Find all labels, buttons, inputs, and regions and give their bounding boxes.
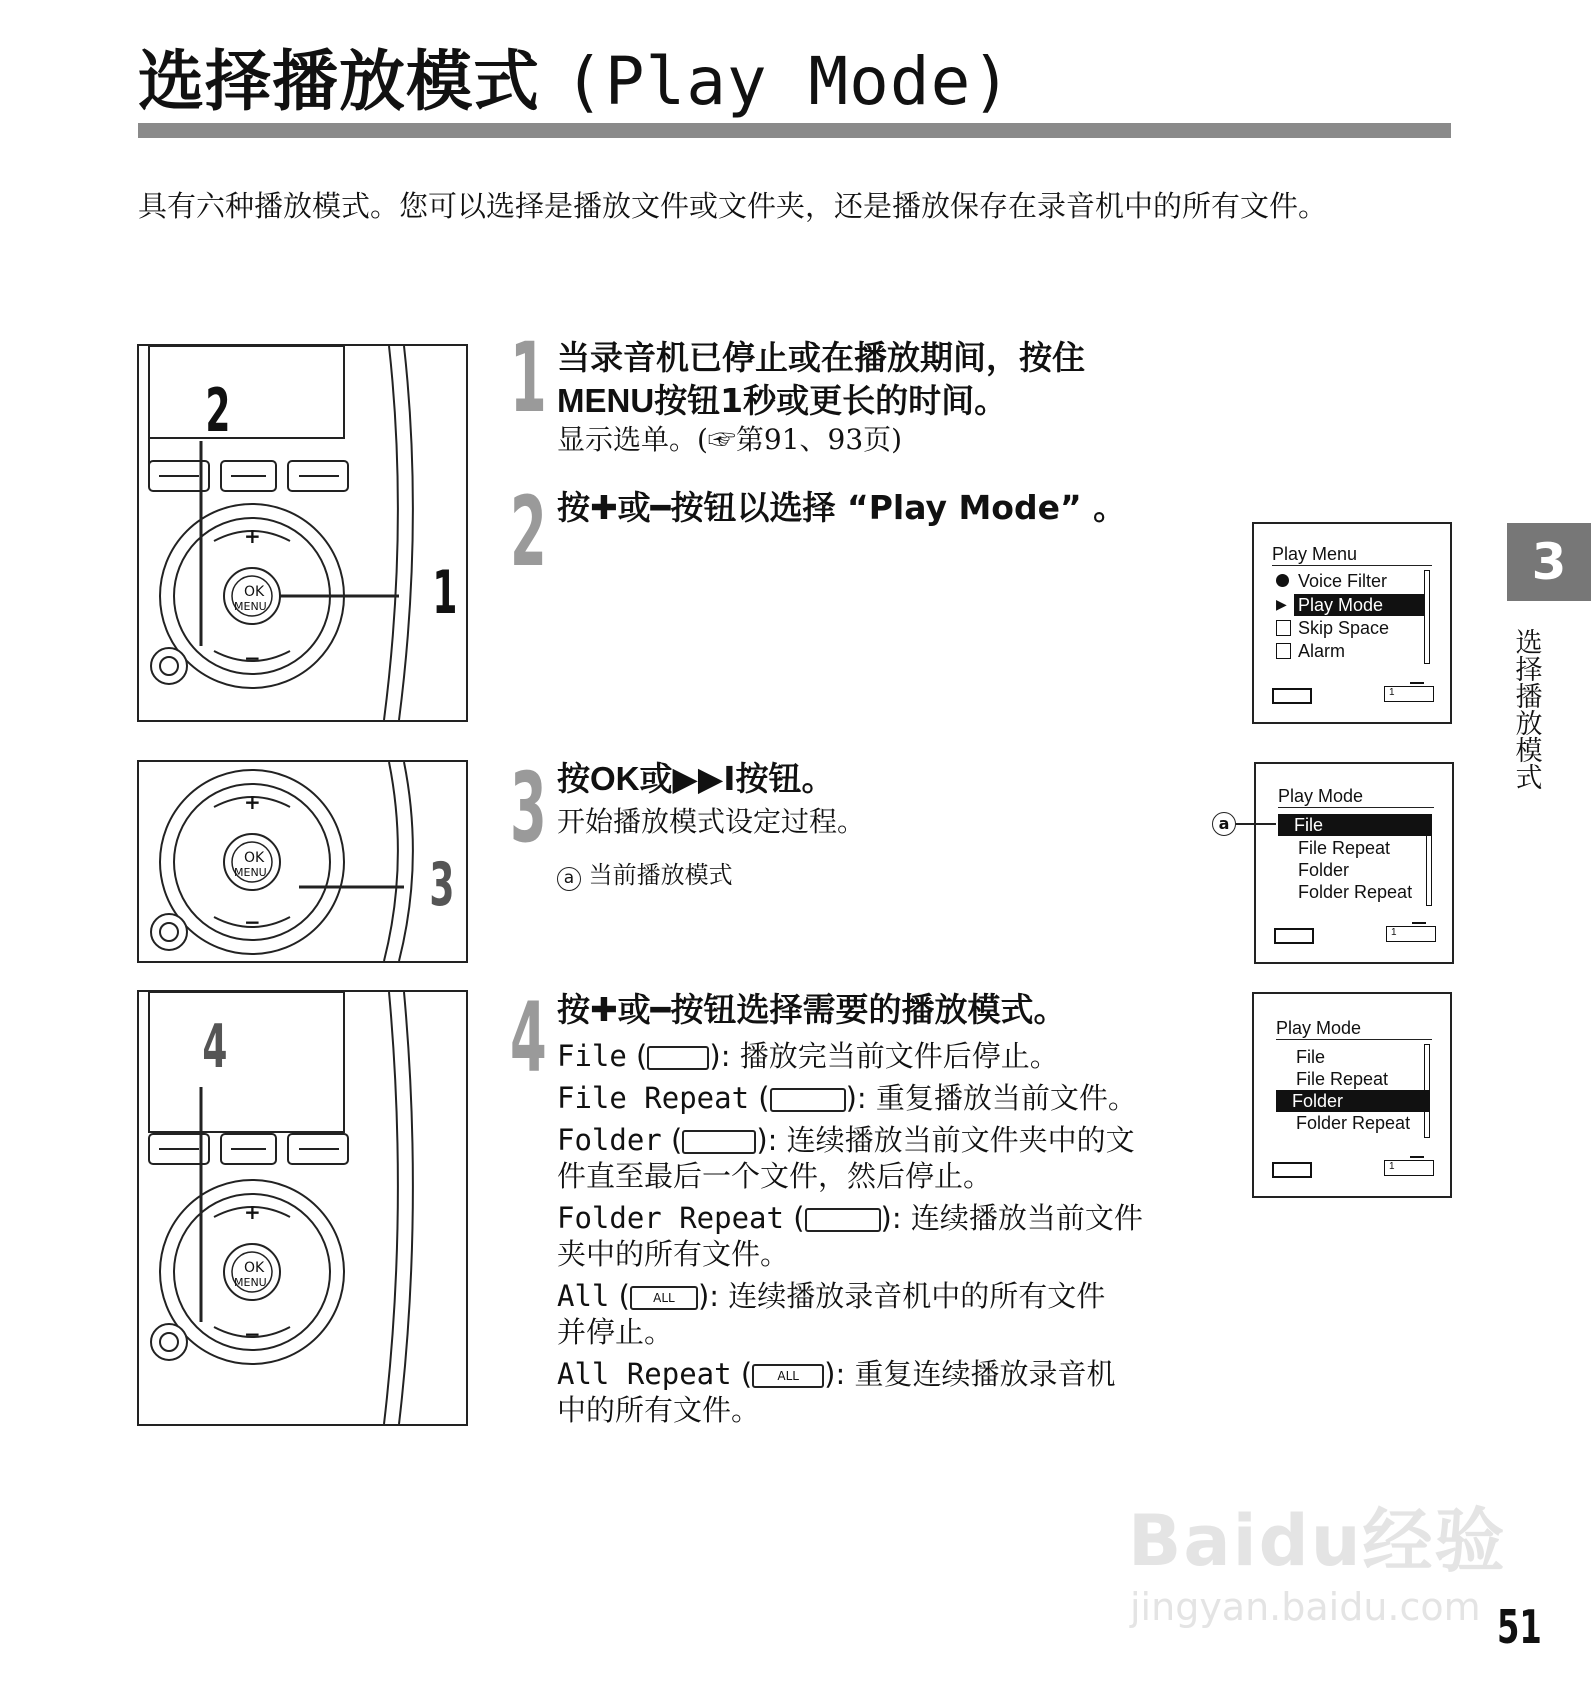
screen-item: File — [1296, 1047, 1326, 1067]
mode-all-repeat: All Repeat ( ALL ): 重复连续播放录音机 — [557, 1357, 1116, 1391]
step-2-text-a: 按 — [557, 488, 590, 527]
voice-filter-icon — [1276, 574, 1289, 587]
chapter-label-vertical: 选择播放模式 — [1515, 628, 1543, 794]
scrollbar — [1426, 814, 1432, 906]
mode-name: All — [557, 1279, 610, 1313]
menu-button-label: MENU — [557, 382, 655, 419]
mic-sensitivity-icon — [1412, 906, 1426, 924]
screen-item: Folder — [1298, 860, 1350, 880]
step-2-text-b: 或 — [617, 488, 651, 527]
screen-item-selected: Folder — [1276, 1090, 1430, 1112]
device-illustration-1 — [139, 346, 466, 720]
step-4-head — [557, 989, 1067, 1031]
play-icon: ▶ — [1276, 596, 1287, 612]
callout-2: 2 — [205, 376, 231, 446]
chapter-tab: 3 — [1507, 523, 1591, 601]
callout-a-marker: a — [557, 867, 581, 891]
callout-a: a — [1212, 812, 1236, 836]
mode-name: File Repeat — [557, 1081, 750, 1115]
step-1-number: 1 — [510, 322, 547, 434]
minus-label: − — [244, 910, 261, 934]
mic-sensitivity-icon — [1410, 1140, 1424, 1158]
mode-desc-1: 连续播放当前文件 — [910, 1201, 1143, 1235]
lcd-screen-play-mode-file — [1254, 762, 1454, 964]
page-title-en: (Play Mode) — [563, 43, 1013, 120]
page-number: 51 — [1497, 1600, 1542, 1654]
callout-a-line — [1236, 823, 1276, 825]
step-3-note — [557, 855, 733, 891]
plus-label: + — [244, 790, 261, 814]
file-icon — [647, 1046, 709, 1070]
callout-4: 4 — [202, 1012, 228, 1082]
watermark-brand: Baidu经验 — [1128, 1500, 1507, 1582]
minus-icon: ━ — [650, 488, 671, 527]
all-icon: ALL — [630, 1286, 698, 1310]
folder-icon — [682, 1130, 756, 1154]
mode-folder: Folder ( ): 连续播放当前文件夹中的文 — [557, 1123, 1135, 1157]
battery-icon — [1272, 1162, 1312, 1178]
scrollbar — [1424, 570, 1430, 664]
step-4-text-a: 按 — [557, 990, 590, 1029]
battery-icon — [1272, 688, 1312, 704]
mode-desc-1: 重复连续播放录音机 — [854, 1357, 1116, 1391]
page-title — [138, 42, 1012, 122]
screen-item-selected: Play Mode — [1294, 594, 1424, 616]
file-repeat-icon — [770, 1088, 846, 1112]
step-4-text-b: 或 — [617, 990, 651, 1029]
step-2-text-c: 按钮以选择 “Play Mode” 。 — [670, 488, 1127, 527]
step-3-text-c: 按钮。 — [735, 759, 835, 798]
mode-file-repeat: File Repeat ( ): 重复播放当前文件。 — [557, 1081, 1137, 1115]
mode-folder-repeat-desc-2: 夹中的所有文件。 — [557, 1237, 790, 1271]
folder-repeat-icon — [805, 1208, 881, 1232]
mode-name: All Repeat — [557, 1357, 732, 1391]
mode-desc-1: 连续播放录音机中的所有文件 — [728, 1279, 1106, 1313]
device-figure-1 — [137, 344, 468, 722]
mic-sensitivity-icon — [1410, 666, 1424, 684]
minus-icon: ━ — [650, 990, 671, 1029]
page-title-cn: 选择播放模式 — [138, 43, 540, 120]
screen-item: Folder Repeat — [1298, 882, 1413, 902]
step-2-number: 2 — [510, 476, 547, 588]
screen-header: Play Mode — [1276, 1018, 1432, 1040]
screen-item: File Repeat — [1296, 1069, 1389, 1089]
screen-header: Play Mode — [1278, 786, 1434, 808]
step-1-head-line2-rest: 按钮1秒或更长的时间。 — [654, 381, 1008, 420]
plus-label: + — [244, 1200, 261, 1224]
screen-item: Folder Repeat — [1296, 1113, 1411, 1133]
mode-name: Folder — [557, 1123, 662, 1157]
mode-folder-desc-2: 件直至最后一个文件，然后停止。 — [557, 1159, 993, 1193]
mode-all-repeat-desc-2: 中的所有文件。 — [557, 1393, 761, 1427]
scrollbar — [1424, 1044, 1430, 1138]
step-2-head — [557, 487, 1126, 529]
step-3-text-b: 或 — [639, 759, 673, 798]
step-1-head-line2 — [557, 380, 1007, 422]
step-4-number: 4 — [510, 982, 547, 1094]
device-figure-3 — [137, 760, 468, 963]
battery-icon — [1274, 928, 1314, 944]
step-3-number: 3 — [510, 752, 547, 864]
menu-label: MENU — [234, 600, 267, 613]
ok-label: OK — [244, 850, 265, 866]
step-1-head-line1: 当录音机已停止或在播放期间，按住 — [557, 338, 1085, 377]
step-4-text-c: 按钮选择需要的播放模式。 — [670, 990, 1067, 1029]
menu-label: MENU — [234, 1276, 267, 1289]
minus-label: − — [244, 1322, 261, 1346]
plus-label: + — [244, 524, 261, 548]
callout-3: 3 — [429, 850, 455, 920]
screen-item: Voice Filter — [1298, 571, 1388, 591]
file-number-box: 1 — [1386, 926, 1436, 942]
screen-item-selected: File — [1278, 814, 1432, 836]
menu-label: MENU — [234, 866, 267, 879]
mode-all: All ( ALL ): 连续播放录音机中的所有文件 — [557, 1279, 1106, 1313]
plus-icon: ✚ — [590, 488, 618, 527]
step-3-head — [557, 758, 835, 800]
all-repeat-icon: ALL — [752, 1364, 824, 1388]
step-3-text-a: 按 — [557, 759, 590, 798]
mode-file: File ( ): 播放完当前文件后停止。 — [557, 1039, 1059, 1073]
screen-item: File Repeat — [1298, 838, 1391, 858]
device-illustration-3 — [139, 762, 466, 961]
step-3-sub: 开始播放模式设定过程。 — [557, 805, 866, 838]
skip-space-icon — [1276, 620, 1291, 636]
step-3-note-text: 当前播放模式 — [588, 861, 733, 889]
mode-desc: 重复播放当前文件。 — [875, 1081, 1137, 1115]
plus-icon: ✚ — [590, 990, 618, 1029]
watermark-url: jingyan.baidu.com — [1130, 1585, 1481, 1629]
minus-label: − — [244, 646, 261, 670]
step-1-sub: 显示选单。(☞第91、93页) — [557, 423, 903, 456]
ok-label: OK — [244, 1260, 265, 1276]
callout-1: 1 — [432, 558, 458, 628]
mode-desc: 播放完当前文件后停止。 — [739, 1039, 1059, 1073]
mode-name: File — [557, 1039, 627, 1073]
intro-text: 具有六种播放模式。您可以选择是播放文件或文件夹，还是播放保存在录音机中的所有文件。 — [138, 189, 1328, 223]
screen-item: Alarm — [1298, 641, 1346, 661]
title-rule — [138, 123, 1451, 138]
ok-button-label: OK — [590, 760, 640, 797]
alarm-icon — [1276, 643, 1291, 659]
file-number-box: 1 — [1384, 686, 1434, 702]
fast-forward-icon: ▶▶I — [672, 759, 736, 798]
mode-all-desc-2: 并停止。 — [557, 1315, 674, 1349]
file-number-box: 1 — [1384, 1160, 1434, 1176]
lcd-screen-play-mode-folder — [1252, 992, 1452, 1198]
screen-item: Skip Space — [1298, 618, 1390, 638]
lcd-screen-play-menu — [1252, 522, 1452, 724]
mode-folder-repeat: Folder Repeat ( ): 连续播放当前文件 — [557, 1201, 1143, 1235]
screen-header: Play Menu — [1272, 544, 1432, 566]
ok-label: OK — [244, 584, 265, 600]
device-figure-4 — [137, 990, 468, 1426]
mode-desc-1: 连续播放当前文件夹中的文 — [786, 1123, 1135, 1157]
mode-name: Folder Repeat — [557, 1201, 784, 1235]
device-illustration-4 — [139, 992, 466, 1424]
